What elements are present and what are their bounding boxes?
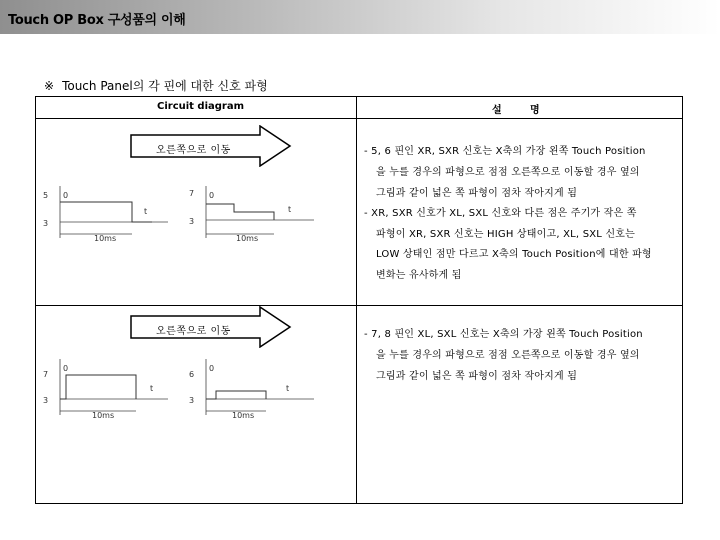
reference-mark: ※ [44,79,55,93]
column-divider [356,97,357,503]
description-line: 변화는 유사하게 됨 [376,270,462,281]
level-label: 0 [209,364,215,373]
description-line: 을 누를 경우의 파형으로 점점 오른쪽으로 이동할 경우 옆의 [376,350,640,361]
section-subtitle [44,77,268,94]
description-line: 그림과 같이 넓은 쪽 파형이 점차 작아지게 됨 [376,188,578,199]
description-line: - XR, SXR 신호가 XL, SXL 신호와 다른 점은 주기가 작은 쪽 [364,208,637,219]
waveform-left [40,355,172,419]
axis-label: t [144,207,148,216]
waveform-right [186,355,318,419]
description-line: - 7, 8 핀인 XL, SXL 신호는 X축의 가장 왼쪽 Touch Position [364,329,643,340]
title-bar [0,0,720,34]
y-tick-top: 6 [189,370,195,379]
period-label: 10ms [94,234,117,242]
header-divider [36,118,682,119]
period-label: 10ms [236,234,259,242]
arrow-label: 오른쪽으로 이동 [156,145,231,156]
description-header-b: 명 [530,105,540,116]
y-tick-top: 5 [43,191,49,200]
axis-label: t [288,205,292,214]
description-line: - 5, 6 핀인 XR, SXR 신호는 X축의 가장 왼쪽 Touch Position [364,146,646,157]
y-tick-bottom: 3 [43,219,49,228]
y-tick-top: 7 [43,370,49,379]
y-tick-bottom: 3 [189,396,195,405]
arrow-label: 오른쪽으로 이동 [156,326,231,337]
level-label: 0 [209,191,215,200]
y-tick-bottom: 3 [189,217,195,226]
circuit-diagram-header: Circuit diagram [157,101,245,112]
subtitle-text: Touch Panel의 각 핀에 대한 신호 파형 [62,79,268,93]
y-tick-top: 7 [189,189,195,198]
axis-label: t [286,384,290,393]
description-line: 을 누를 경우의 파형으로 점점 오른쪽으로 이동할 경우 옆의 [376,167,640,178]
level-label: 0 [63,364,69,373]
waveform-left [40,180,172,242]
period-label: 10ms [92,411,115,419]
axis-label: t [150,384,154,393]
description-header-a: 설 [492,105,502,116]
description-line: LOW 상태인 점만 다르고 X축의 Touch Position에 대한 파형 [376,249,652,260]
description-line: 그림과 같이 넓은 쪽 파형이 점차 작아지게 됨 [376,371,578,382]
waveform-right [186,180,318,242]
level-label: 0 [63,191,69,200]
description-line: 파형이 XR, SXR 신호는 HIGH 상태이고, XL, SXL 신호는 [376,229,636,240]
y-tick-bottom: 3 [43,396,49,405]
page-title: Touch OP Box 구성품의 이해 [8,13,186,28]
period-label: 10ms [232,411,255,419]
